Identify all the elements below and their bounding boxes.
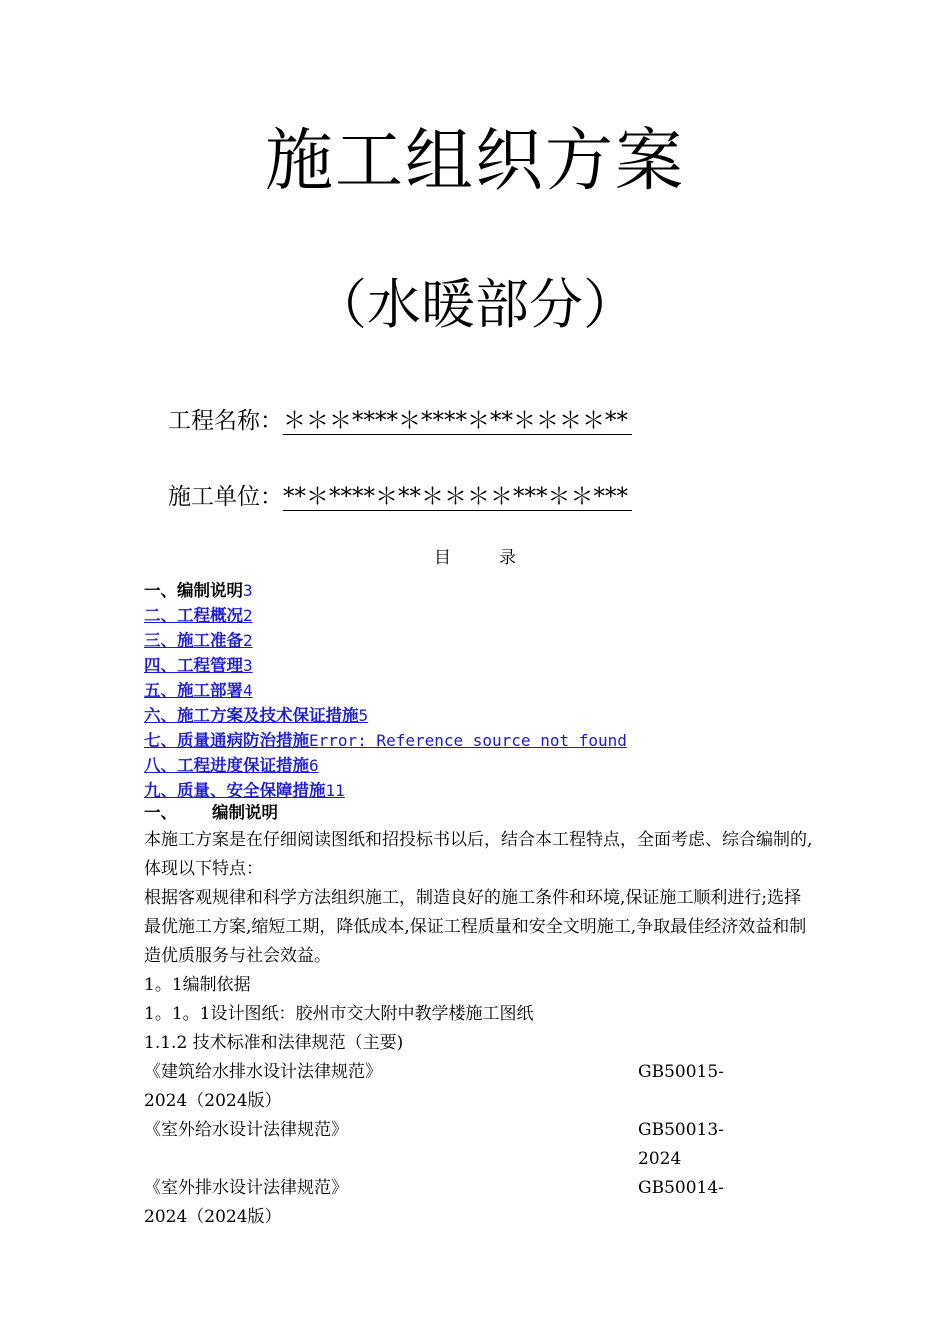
toc-item[interactable]: [144, 603, 627, 628]
toc-item[interactable]: [144, 753, 627, 778]
document-title: 施工组织方案: [264, 122, 685, 201]
toc-title: 目录: [434, 548, 564, 568]
contractor-label: 施工单位：: [168, 484, 283, 510]
standard-code: GB50013-2024: [638, 1120, 724, 1169]
toc-item-label: 九、质量、安全保障措施: [144, 781, 326, 800]
toc-link[interactable]: [144, 756, 319, 775]
subheading: 1.1.2 技术标准和法律规范（主要): [144, 1033, 404, 1053]
toc-link[interactable]: [144, 706, 368, 725]
paragraph: 本施工方案是在仔细阅读图纸和招投标书以后，结合本工程特点，全面考虑、综合编制的,体现以下特点：: [144, 830, 813, 879]
standard-code: GB50015-: [638, 1062, 724, 1082]
standard-row: [144, 1116, 756, 1174]
section-heading: [144, 800, 278, 825]
toc-item-label: 二、工程概况: [144, 606, 243, 625]
toc-item-label: 六、施工方案及技术保证措施: [144, 706, 359, 725]
toc-item-label: 八、工程进度保证措施: [144, 756, 309, 775]
toc-item-label: 七、质量通病防治措施: [144, 731, 309, 750]
toc-link[interactable]: [144, 631, 253, 650]
toc-item-label: 三、施工准备: [144, 631, 243, 650]
toc-item-page: 11: [325, 781, 345, 800]
section-body: [144, 826, 814, 1232]
toc-item[interactable]: [144, 578, 627, 603]
toc-link[interactable]: [144, 781, 345, 800]
contractor-field: [168, 482, 632, 512]
project-name-label: 工程名称：: [168, 408, 283, 434]
toc-link[interactable]: [144, 681, 253, 700]
standard-name: 《建筑给水排水设计法律规范》: [144, 1062, 382, 1082]
section-number: 一、: [144, 803, 177, 822]
subheading: 1。1编制依据: [144, 975, 251, 995]
toc-item-label: 四、工程管理: [144, 656, 243, 675]
standard-continuation: 2024（2024版）: [144, 1091, 282, 1111]
standard-name: 《室外排水设计法律规范》: [144, 1178, 348, 1198]
toc-item-page: Error: Reference source not found: [309, 731, 627, 750]
subheading: 1。1。1设计图纸：胶州市交大附中教学楼施工图纸: [144, 1004, 534, 1024]
section-title: 编制说明: [212, 803, 278, 822]
toc-link[interactable]: [144, 606, 253, 625]
document-subtitle: （水暖部分）: [313, 273, 637, 336]
toc-item-label: 一、编制说明: [144, 581, 243, 600]
toc-item-page: 3: [243, 656, 253, 675]
toc-item-page: 3: [243, 581, 253, 600]
contractor-value: **＊****＊**＊＊＊＊***＊＊***: [283, 484, 632, 511]
standard-row: [144, 1058, 756, 1087]
toc-item-page: 2: [243, 606, 253, 625]
standard-name: 《室外给水设计法律规范》: [144, 1120, 348, 1140]
toc-item-page: 2: [243, 631, 253, 650]
toc-item-label: 五、施工部署: [144, 681, 243, 700]
toc-item[interactable]: [144, 703, 627, 728]
toc-item-page: 4: [243, 681, 253, 700]
standard-continuation: 2024（2024版）: [144, 1207, 282, 1227]
standard-row: [144, 1174, 756, 1203]
standard-code: GB50014-: [638, 1178, 724, 1198]
project-name-value: ＊＊＊****＊****＊**＊＊＊＊**: [283, 408, 632, 435]
toc-item-page: 5: [358, 706, 369, 725]
project-name-field: [168, 406, 632, 436]
table-of-contents: [144, 578, 627, 803]
toc-item[interactable]: [144, 653, 627, 678]
toc-item[interactable]: [144, 628, 627, 653]
toc-link[interactable]: [144, 731, 627, 750]
toc-link[interactable]: [144, 656, 253, 675]
toc-item[interactable]: [144, 678, 627, 703]
toc-item-page: 6: [309, 756, 319, 775]
toc-item[interactable]: [144, 728, 627, 753]
paragraph: 根据客观规律和科学方法组织施工，制造良好的施工条件和环境,保证施工顺利进行;选择最优施工方案,缩短工期，降低成本,保证工程质量和安全文明施工,争取最佳经济效益和制造优质服务与社会效益。: [144, 888, 807, 966]
